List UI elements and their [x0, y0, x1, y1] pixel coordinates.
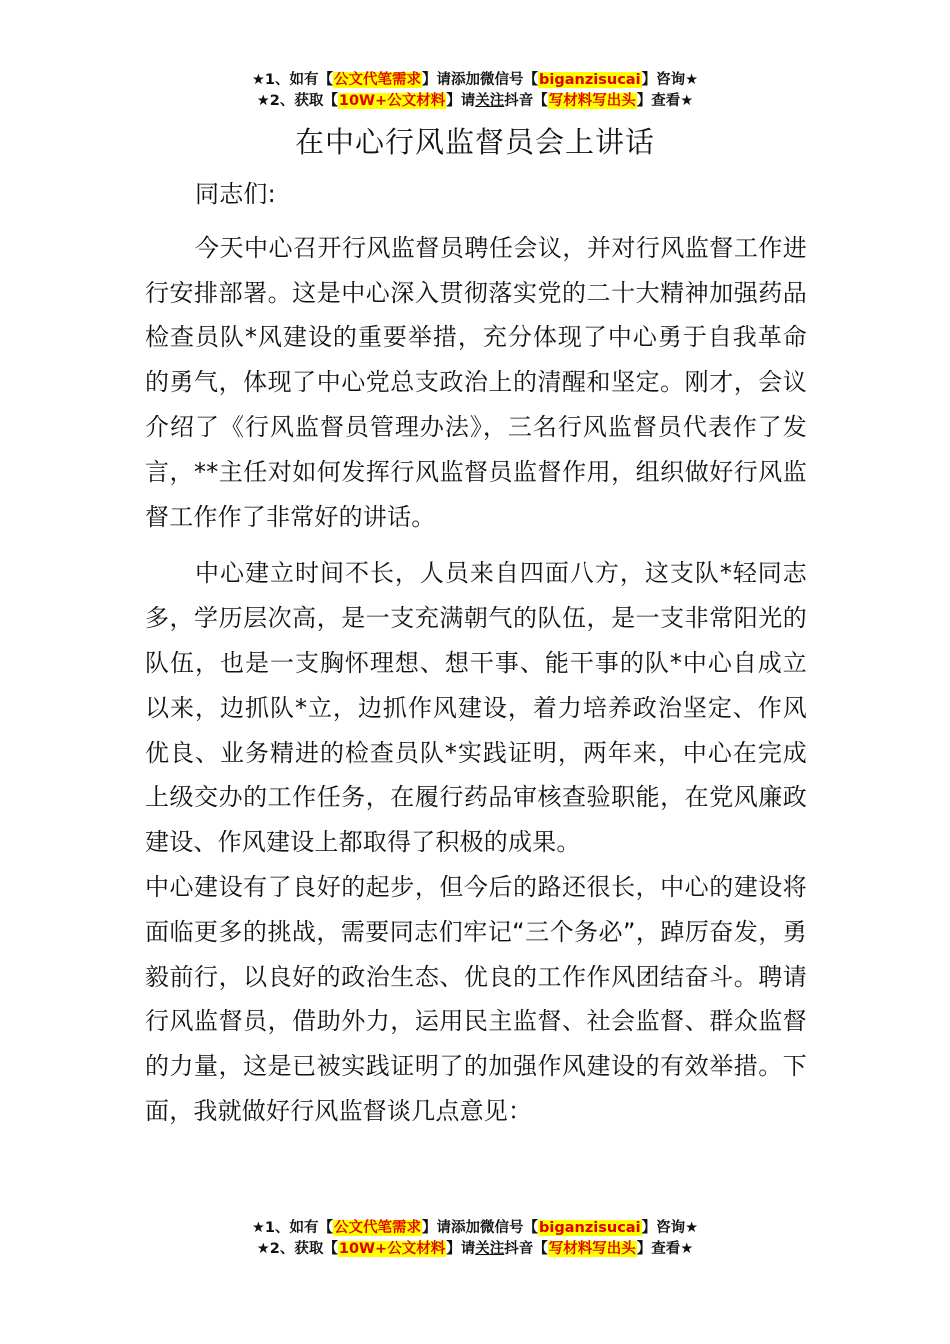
banner-underlined-text: 关注 — [475, 93, 505, 109]
banner-text: 】请添加微信号【 — [422, 72, 539, 88]
banner-text: 抖音【 — [504, 1241, 548, 1257]
banner-underlined-text: 关注 — [475, 1241, 505, 1257]
banner-text: 抖音【 — [504, 93, 548, 109]
banner-text: 】请添加微信号【 — [422, 1220, 539, 1236]
banner-text: 】咨询★ — [641, 1220, 699, 1236]
wechat-id-highlight: biganzisucai — [539, 1220, 641, 1236]
banner-highlight: 公文代笔需求 — [334, 1220, 422, 1236]
document-title: 在中心行风监督员会上讲话 — [294, 125, 655, 159]
banner-text: 】请 — [446, 93, 476, 109]
banner-line-1 — [0, 1218, 950, 1239]
banner-highlight: 10W+公文材料 — [338, 93, 446, 109]
header-banner — [0, 70, 950, 112]
paragraph-2: 中心建立时间不长，人员来自四面八方，这支队*轻同志多，学历层次高，是一支充满朝气的队伍，是一支非常阳光的队伍，也是一支胸怀理想、想干事、能干事的队*中心自成立以来，边抓队*立，边抓作风建设，着力培养政治坚定、作风优良、业务精进的检查员队*实践证明，两年来，中心在完成上级交办的工作任务，在履行药品审核查验职能，在党风廉政建设、作风建设上都取得了积极的成果。 — [145, 559, 807, 857]
banner-highlight: 写材料写出头 — [548, 93, 636, 109]
banner-line-1 — [0, 70, 950, 91]
document-body — [145, 172, 807, 1134]
banner-text: ★1、如有【 — [251, 1220, 334, 1236]
banner-highlight: 公文代笔需求 — [334, 72, 422, 88]
banner-text: 】请 — [446, 1241, 476, 1257]
paragraph-1: 今天中心召开行风监督员聘任会议，并对行风监督工作进行安排部署。这是中心深入贯彻落实党的二十大精神加强药品检查员队*风建设的重要举措，充分体现了中心勇于自我革命的勇气，体现了中心党总支政治上的清醒和坚定。刚才，会议介绍了《行风监督员管理办法》，三名行风监督员代表作了发言，**主任对如何发挥行风监督员监督作用，组织做好行风监督工作作了非常好的讲话。 — [145, 233, 807, 531]
paragraph-spacer — [145, 539, 807, 551]
banner-text: 】查看★ — [636, 1241, 694, 1257]
banner-text: 】查看★ — [636, 93, 694, 109]
paragraph-3: 中心建设有了良好的起步，但今后的路还很长，中心的建设将面临更多的挑战，需要同志们牢记“三个务必”，踔厉奋发，勇毅前行，以良好的政治生态、优良的工作作风团结奋斗。聘请行风监督员，借助外力，运用民主监督、社会监督、群众监督的力量，这是已被实践证明了的加强作风建设的有效举措。下面，我就做好行风监督谈几点意见： — [145, 872, 807, 1125]
banner-highlight: 写材料写出头 — [548, 1241, 636, 1257]
banner-highlight: 10W+公文材料 — [338, 1241, 446, 1257]
banner-text: ★1、如有【 — [251, 72, 334, 88]
wechat-id-highlight: biganzisucai — [539, 72, 641, 88]
banner-text: ★2、获取【 — [256, 1241, 338, 1257]
salutation: 同志们: — [195, 180, 276, 208]
banner-text: 】咨询★ — [641, 72, 699, 88]
banner-line-2 — [0, 1239, 950, 1260]
footer-banner — [0, 1218, 950, 1260]
banner-line-2 — [0, 91, 950, 112]
banner-text: ★2、获取【 — [256, 93, 338, 109]
